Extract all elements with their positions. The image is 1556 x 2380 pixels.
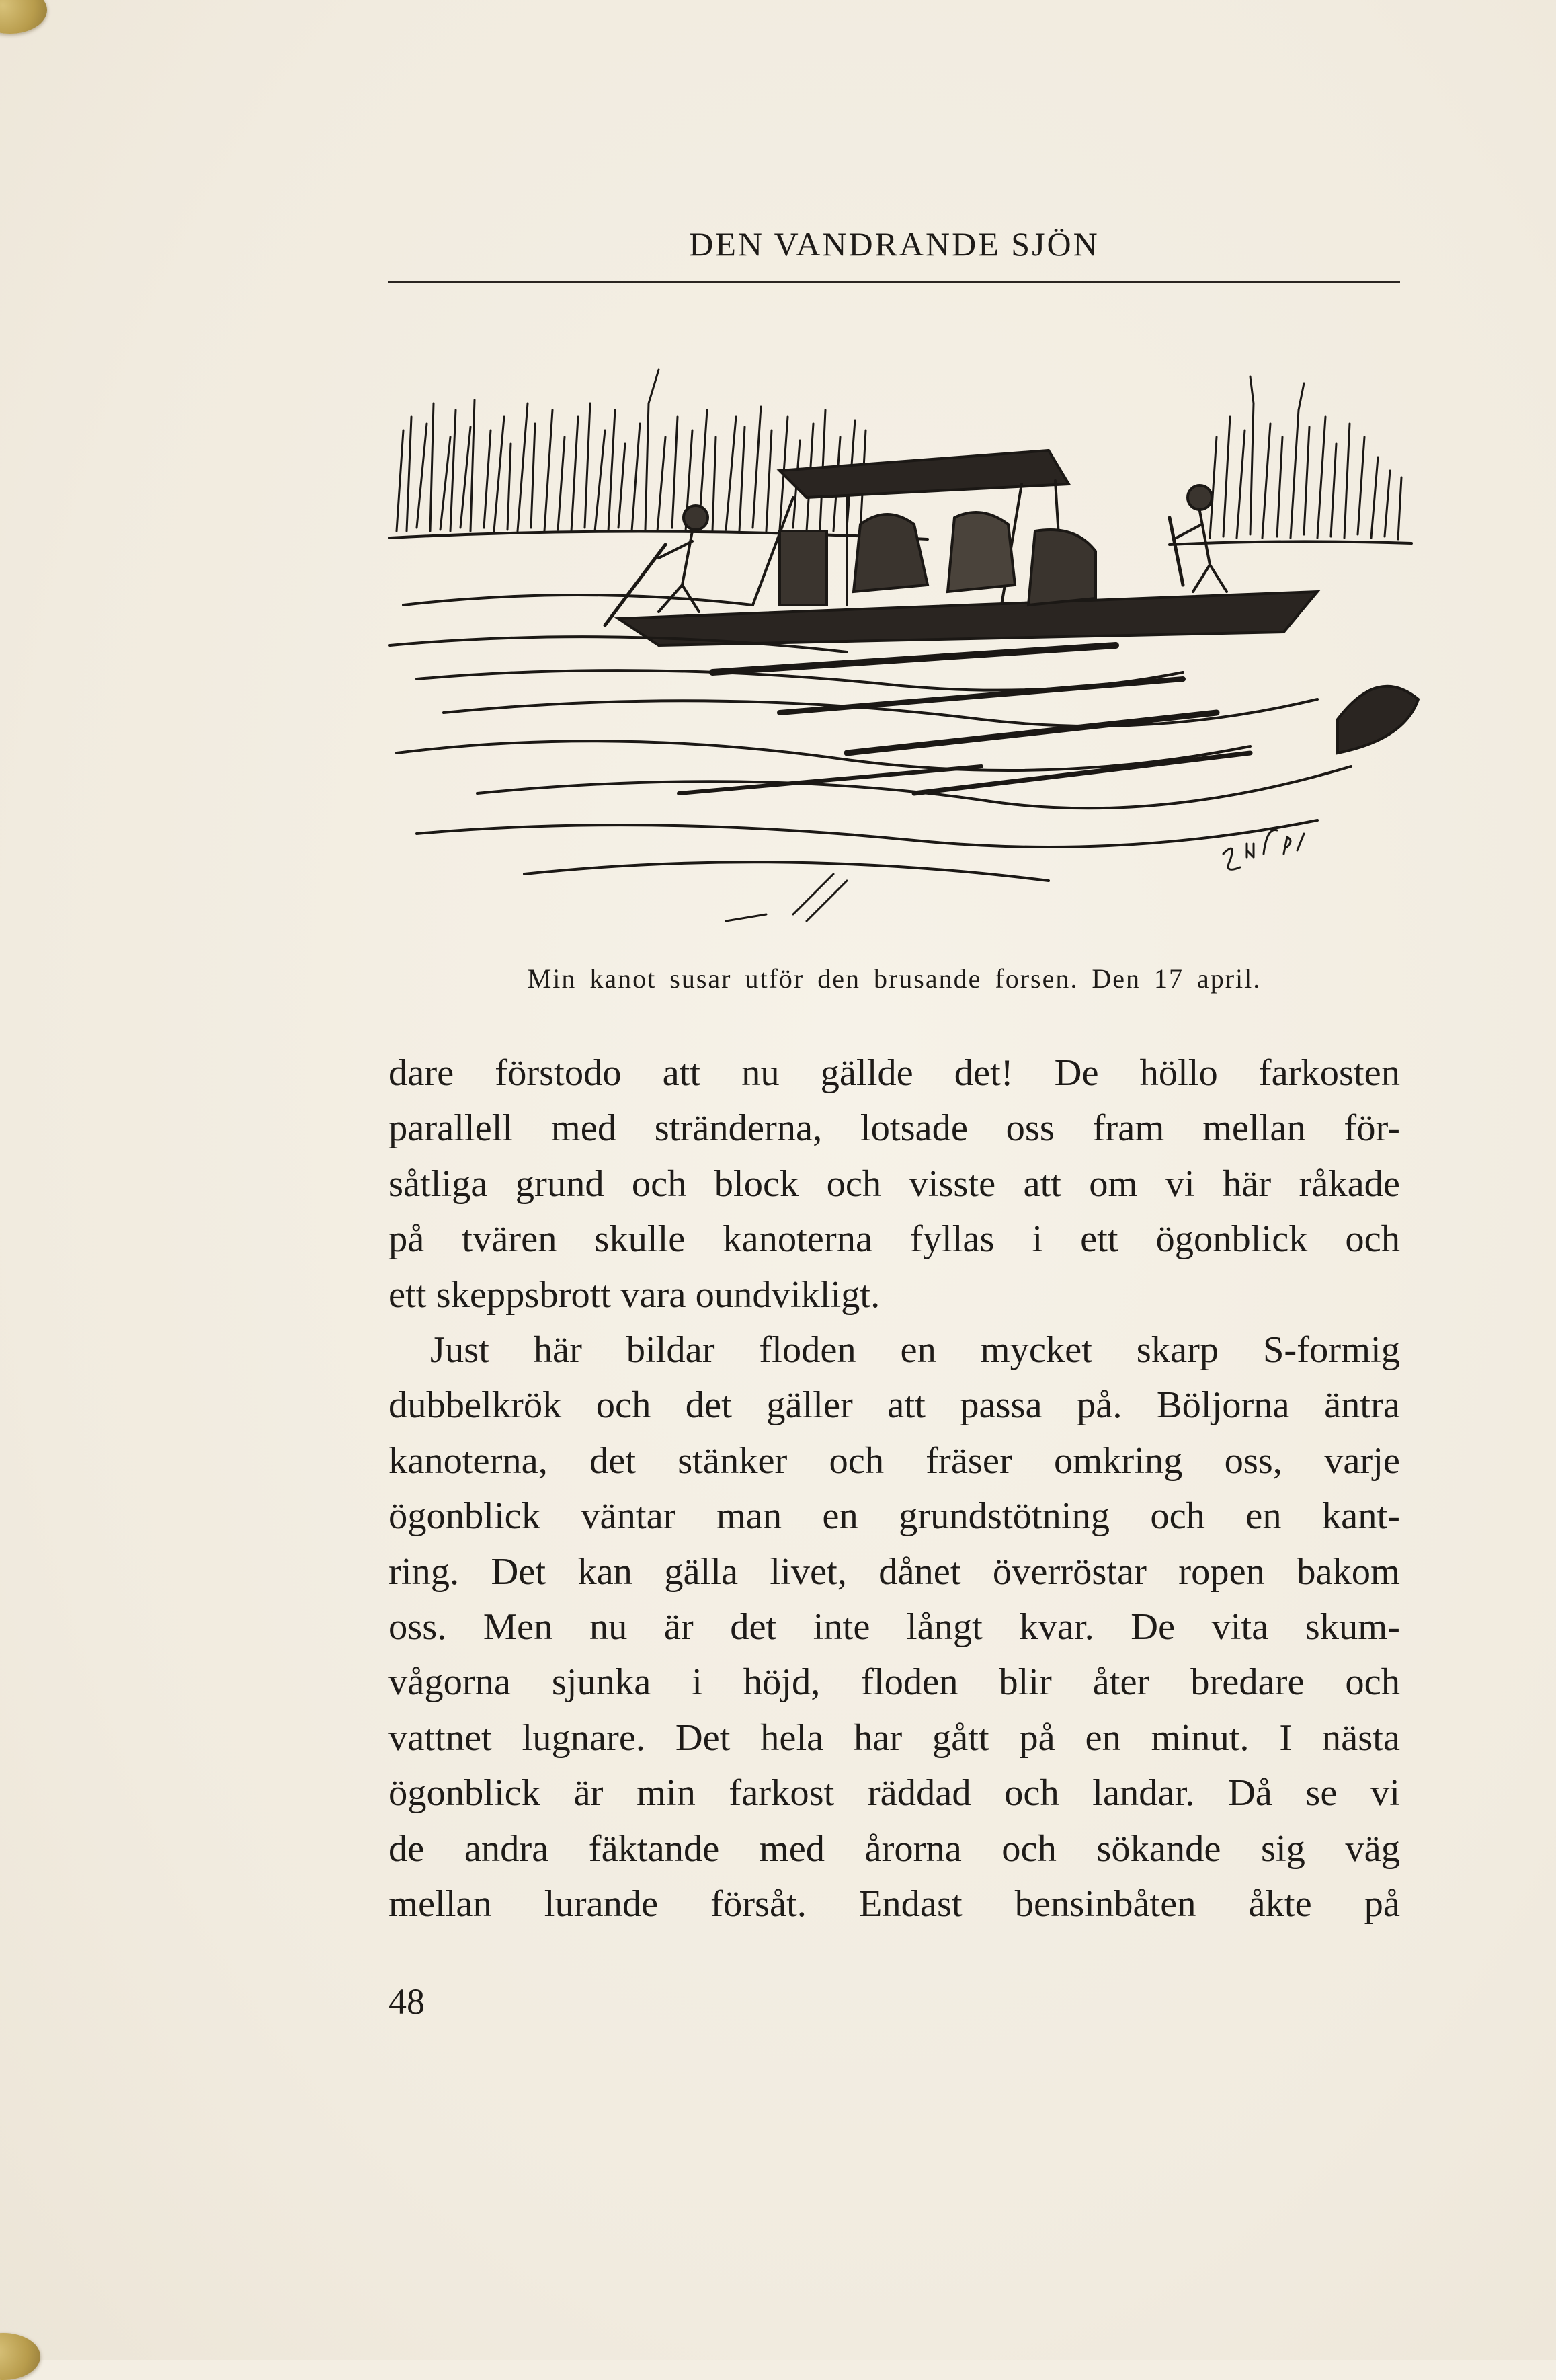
body-text [388,1045,1400,1932]
text-line: ögonblick väntar man en grundstötning och en kant- [388,1495,1400,1538]
text-line: vågorna sjunka i höjd, floden blir åter bredare och [388,1661,1400,1704]
text-line: ett skeppsbrott vara oundvikligt. [388,1273,881,1316]
artist-signature [1223,830,1304,869]
text-line: oss. Men nu är det inte långt kvar. De vita skum- [388,1606,1400,1649]
text-line: kanoterna, det stänker och fräser omkring oss, varje [388,1439,1400,1482]
running-head: DEN VANDRANDE SJÖN [689,225,1100,263]
header-rule [388,281,1400,283]
text-line: ring. Det kan gälla livet, dånet överröstar ropen bakom [388,1550,1400,1593]
paragraph [388,1322,1400,1932]
text-line: på tvären skulle kanoterna fyllas i ett ögonblick och [388,1218,1400,1261]
rapids-water [390,595,1418,921]
binding-corner-tab [0,0,47,34]
binding-corner-tab [0,2333,40,2380]
text-line: mellan lurande försåt. Endast bensinbåten åkte på [388,1883,1400,1926]
text-line: parallell med stränderna, lotsade oss fram mellan för- [388,1107,1400,1150]
boat [618,450,1317,645]
text-line: såtliga grund och block och visste att om vi här råkade [388,1162,1400,1205]
text-line: de andra fäktande med årorna och sökande sig väg [388,1827,1400,1870]
reeds-left [397,370,866,531]
figure-caption: Min kanot susar utför den brusande forsen. Den 17 april. [527,963,1262,994]
text-line: vattnet lugnare. Det hela har gått på en minut. I nästa [388,1716,1400,1759]
canoe-rapids-illustration [376,363,1425,941]
text-line: ögonblick är min farkost räddad och landar. Då se vi [388,1772,1400,1815]
text-line: Just här bildar floden en mycket skarp S-formig [430,1329,1400,1372]
text-line: dare förstodo att nu gällde det! De höllo farkosten [388,1052,1400,1094]
page-number: 48 [388,1981,425,2022]
paragraph [388,1045,1400,1322]
text-line: dubbelkrök och det gäller att passa på. Böljorna äntra [388,1384,1400,1427]
reeds-right [1210,376,1401,539]
